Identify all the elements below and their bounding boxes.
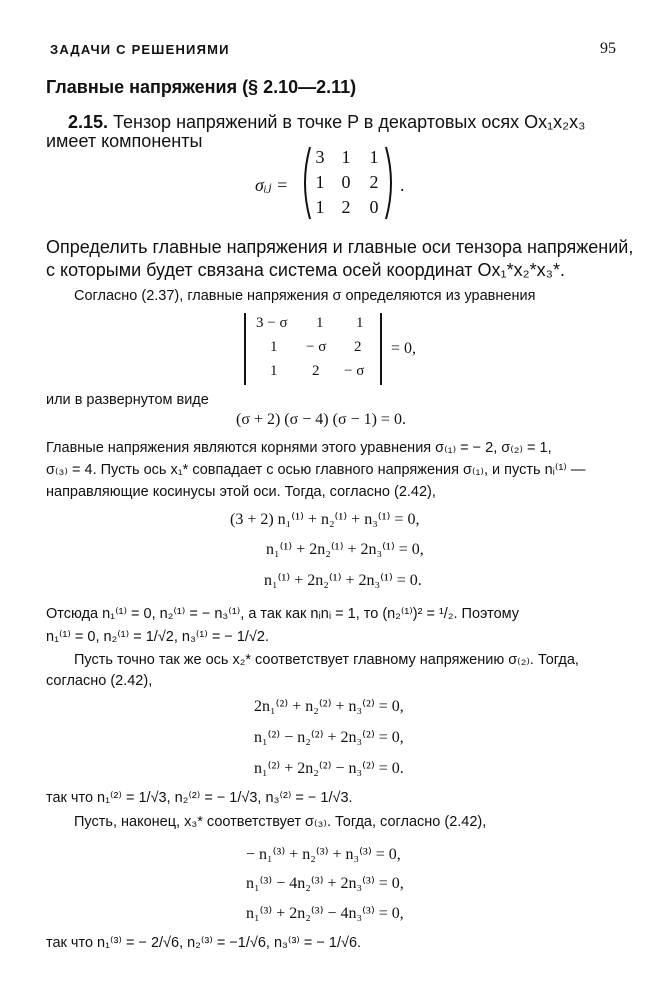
det-cell: 2 [312,363,320,379]
section-title: Главные напряжения (§ 2.10—2.11) [46,77,357,97]
paragraph-2-line-1: Пусть точно так же ось x₂* соответствует главному напряжению σ₍₂₎. Тогда, [74,652,579,668]
system-1-eq-1: (3 + 2) n₁⁽¹⁾ + n₂⁽¹⁾ + n₃⁽¹⁾ = 0, [230,511,420,528]
problem-number: 2.15. [68,112,109,132]
matrix-cell: 2 [341,197,351,217]
system-1-eq-2: n₁⁽¹⁾ + 2n₂⁽¹⁾ + 2n₃⁽¹⁾ = 0, [266,541,424,558]
det-bar-right [380,313,382,385]
matrix-cell: 1 [369,147,379,167]
system-3-eq-2: n₁⁽³⁾ − 4n₂⁽³⁾ + 2n₃⁽³⁾ = 0, [246,875,404,892]
det-cell: 1 [270,363,278,379]
matrix-cell: 1 [315,172,325,192]
det-cell: 3 − σ [256,315,288,331]
det-rhs: = 0, [391,340,417,357]
paragraph-2-line-2: согласно (2.42), [46,673,153,689]
stress-matrix [300,145,400,221]
roots-line-2: σ₍₃₎ = 4. Пусть ось x₁* совпадает с осью главного напряжения σ₍₁₎, и пусть nᵢ⁽¹⁾ — [46,462,586,478]
solution-paragraph-1: Согласно (2.37), главные напряжения σ определяются из уравнения [74,288,536,304]
result-2: так что n₁⁽²⁾ = 1/√3, n₂⁽²⁾ = − 1/√3, n₃⁽²⁾ = − 1/√3. [46,790,353,806]
task-line-1: Определить главные напряжения и главные оси тензора напряжений, [46,237,634,257]
matrix-lhs: σᵢⱼ = [255,175,289,195]
determinant [240,313,390,385]
result-3: так что n₁⁽³⁾ = − 2/√6, n₂⁽³⁾ = −1/√6, n₃⁽³⁾ = − 1/√6. [46,935,362,951]
matrix-cell: 2 [369,172,379,192]
system-3-eq-1: − n₁⁽³⁾ + n₂⁽³⁾ + n₃⁽³⁾ = 0, [246,846,401,863]
system-2-eq-2: n₁⁽²⁾ − n₂⁽²⁾ + 2n₃⁽²⁾ = 0, [254,729,404,746]
matrix-cell: 0 [369,197,379,217]
det-cell: − σ [344,363,365,379]
system-2-eq-3: n₁⁽²⁾ + 2n₂⁽²⁾ − n₃⁽²⁾ = 0. [254,760,404,777]
matrix-cell: 3 [315,147,325,167]
expanded-label: или в развернутом виде [46,392,209,408]
det-cell: 1 [316,315,324,331]
running-head: ЗАДАЧИ С РЕШЕНИЯМИ [50,42,230,57]
system-1-eq-3: n₁⁽¹⁾ + 2n₂⁽¹⁾ + 2n₃⁽¹⁾ = 0. [264,572,422,589]
task-line-2: с которыми будет связана система осей координат Ox₁*x₂*x₃*. [46,260,565,280]
system-2-eq-1: 2n₁⁽²⁾ + n₂⁽²⁾ + n₃⁽²⁾ = 0, [254,698,404,715]
det-cell: 1 [270,339,278,355]
problem-statement-line-2: имеет компоненты [46,131,203,151]
paragraph-3: Пусть, наконец, x₃* соответствует σ₍₃₎. Тогда, согласно (2.42), [74,814,487,830]
expanded-equation: (σ + 2) (σ − 4) (σ − 1) = 0. [236,411,406,428]
problem-text-1: Тензор напряжений в точке P в декартовых осях Ox₁x₂x₃ [113,112,586,132]
result-1-line-2: n₁⁽¹⁾ = 0, n₂⁽¹⁾ = 1/√2, n₃⁽¹⁾ = − 1/√2. [46,629,269,645]
matrix-cell: 1 [341,147,351,167]
problem-statement-line-1 [68,112,585,133]
roots-line-1: Главные напряжения являются корнями этого уравнения σ₍₁₎ = − 2, σ₍₂₎ = 1, [46,440,552,456]
matrix-cell: 1 [315,197,325,217]
det-cell: 2 [354,339,362,355]
roots-line-3: направляющие косинусы этой оси. Тогда, согласно (2.42), [46,484,436,500]
result-1-line-1: Отсюда n₁⁽¹⁾ = 0, n₂⁽¹⁾ = − n₃⁽¹⁾, а так как nᵢnᵢ = 1, то (n₂⁽¹⁾)² = ¹/₂. Поэтому [46,606,520,622]
matrix-tail: . [400,175,405,195]
system-3-eq-3: n₁⁽³⁾ + 2n₂⁽³⁾ − 4n₃⁽³⁾ = 0, [246,905,404,922]
det-bar-left [244,313,246,385]
det-cell: − σ [306,339,327,355]
det-cell: 1 [356,315,364,331]
page-number: 95 [600,40,616,57]
matrix-cell: 0 [341,172,351,192]
